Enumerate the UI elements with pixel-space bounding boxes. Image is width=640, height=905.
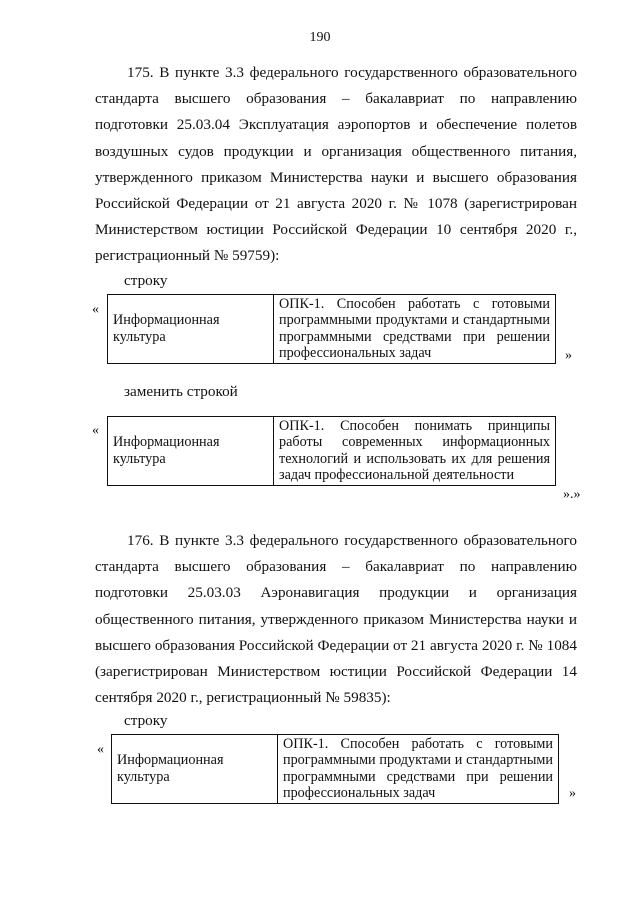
open-quote-new-175: « — [92, 423, 99, 438]
close-quote-new-175: ».» — [563, 487, 581, 502]
open-quote-old-176: « — [97, 742, 104, 757]
label-new-row-175: заменить строкой — [124, 383, 238, 400]
competency-text: ОПК-1. Способен работать с готовыми программными продуктами и стандартными программными средствами при решении профессиональных задач — [278, 735, 559, 804]
discipline-name: Информационная культура — [112, 735, 278, 804]
paragraph-176: 176. В пункте 3.3 федерального государственного образовательного стандарта высшего образования – бакалавриат по направлению подготовки 25.03.03 Аэронавигация продукции и организация общественного питания, утвержденного приказом Министерства науки и высшего образования Российской Федерации от 21 августа 2020 г. № 1084 (зарегистрирован Министерством юстиции Российской Федерации 14 сентября 2020 г., регистрационный № 59835): — [95, 532, 577, 707]
competency-text: ОПК-1. Способен работать с готовыми программными продуктами и стандартными программными средствами при решении профессиональных задач — [274, 295, 556, 364]
label-old-row-175: строку — [124, 272, 168, 289]
table-row — [112, 735, 559, 804]
table-new-row-175 — [107, 416, 556, 486]
page-number: 190 — [309, 30, 331, 45]
competency-text: ОПК-1. Способен понимать принципы работы современных информационных технологий и использовать их для решения задач профессиональной деятельности — [274, 417, 556, 486]
paragraph-175: 175. В пункте 3.3 федерального государственного образовательного стандарта высшего образования – бакалавриат по направлению подготовки 25.03.04 Эксплуатация аэропортов и обеспечение полетов воздушных судов продукции и организация общественного питания, утвержденного приказом Министерства науки и высшего образования Российской Федерации от 21 августа 2020 г. № 1078 (зарегистрирован Министерством юстиции Российской Федерации 10 сентября 2020 г., регистрационный № 59759): — [95, 64, 577, 265]
close-quote-old-175: » — [565, 348, 572, 363]
table-old-row-176 — [111, 734, 559, 804]
label-old-row-176: строку — [124, 712, 168, 729]
discipline-name: Информационная культура — [108, 417, 274, 486]
table-row — [108, 295, 556, 364]
discipline-name: Информационная культура — [108, 295, 274, 364]
close-quote-old-176: » — [569, 786, 576, 801]
open-quote-old-175: « — [92, 302, 99, 317]
table-old-row-175 — [107, 294, 556, 364]
table-row — [108, 417, 556, 486]
